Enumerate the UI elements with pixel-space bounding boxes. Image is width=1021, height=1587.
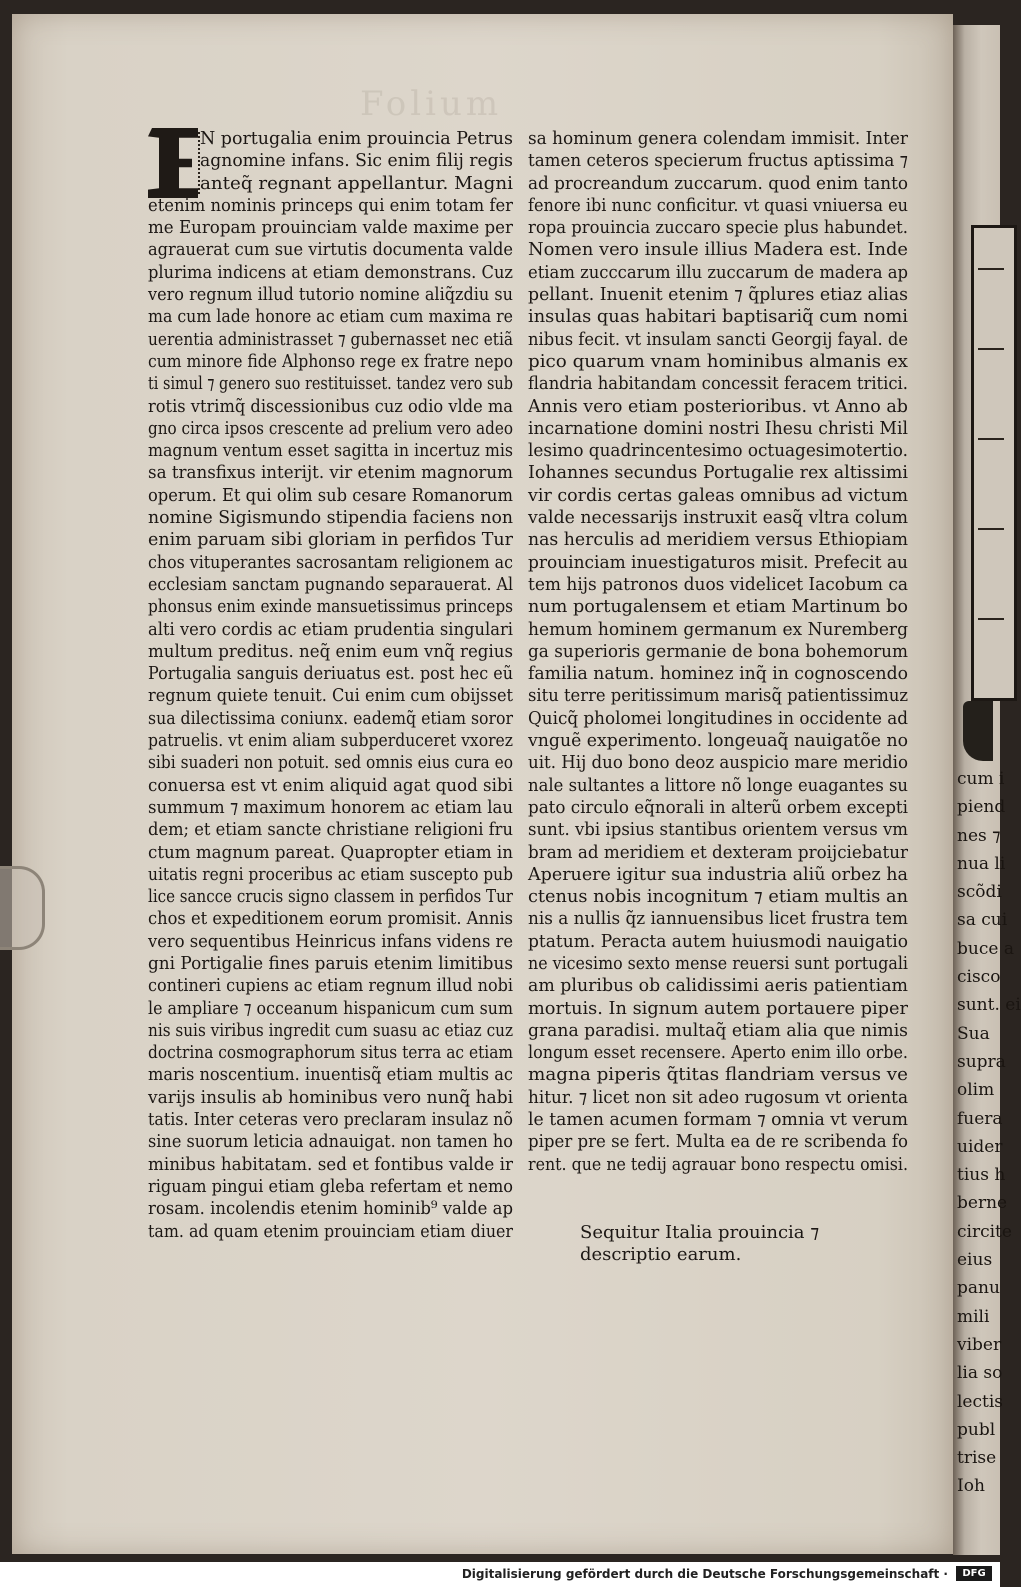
facing-page-line: piend xyxy=(957,797,1006,818)
text-line: longum esset recensere. Aperto enim illo orbe. xyxy=(528,1042,908,1064)
text-line: mortuis. In signum autem portauere piper xyxy=(528,997,908,1019)
text-line: incarnatione domini nostri Ihesu christi Mil xyxy=(528,417,908,439)
text-line: vir cordis certas galeas omnibus ad victum xyxy=(528,484,908,506)
text-line: patruelis. vt enim aliam subperduceret vxorez xyxy=(148,730,513,752)
left-text-column xyxy=(148,128,513,1243)
facing-page-line: panu xyxy=(957,1278,1000,1299)
text-line: regnum quiete tenuit. Cui enim cum obijsset xyxy=(148,685,513,707)
facing-page-line: cum i xyxy=(957,769,1005,789)
text-line: bram ad meridiem et dexteram proijciebatur xyxy=(528,841,908,863)
text-line: lice sancce crucis signo classem in perfidos Tur xyxy=(148,886,513,908)
text-line: nomine Sigismundo stipendia faciens non xyxy=(148,507,513,529)
text-line: chos et expeditionem eorum promisit. Annis xyxy=(148,908,513,930)
text-line: dem; et etiam sancte christiane religioni fru xyxy=(148,819,513,841)
text-line: ropa prouincia zuccaro specie plus habundet. xyxy=(528,217,908,239)
text-line: le ampliare ⁊ occeanum hispanicum cum sum xyxy=(148,997,513,1019)
facing-page-line: buce a xyxy=(957,938,1014,959)
woodcut-illustration-fragment xyxy=(971,225,1017,701)
text-line: sua dilectissima coniunx. eademq̃ etiam soror xyxy=(148,707,513,729)
text-line: maris noscentium. inuentisq̃ etiam multis ac xyxy=(148,1064,513,1086)
facing-page-line: uider xyxy=(957,1136,1003,1157)
text-line: uerentia administrasset ⁊ gubernasset nec etiã xyxy=(148,328,513,350)
text-line: Aperuere igitur sua industria aliũ orbez ha xyxy=(528,863,908,885)
text-line: minibus habitatam. sed et fontibus valde ir xyxy=(148,1153,513,1175)
facing-page-line: publ xyxy=(957,1419,996,1440)
text-line: operum. Et qui olim sub cesare Romanorum xyxy=(148,484,513,506)
text-line: sibi suaderi non potuit. sed omnis eius cura eo xyxy=(148,752,513,774)
text-line: etiam zucccarum illu zuccarum de madera ap xyxy=(528,261,908,283)
facing-page-line: supra xyxy=(957,1051,1006,1072)
facing-page-line: olim xyxy=(957,1080,995,1101)
text-line: vero sequentibus Heinricus infans videns re xyxy=(148,930,513,952)
text-line: sunt. vbi ipsius stantibus orientem versus vm xyxy=(528,819,908,841)
text-line: num portugalensem et etiam Martinum bo xyxy=(528,596,908,618)
text-line: enim paruam sibi gloriam in perfidos Tur xyxy=(148,529,513,551)
text-line: ga superioris germanie de bona bohemorum xyxy=(528,640,908,662)
text-line: me Europam prouinciam valde maxime per xyxy=(148,217,513,239)
text-line: ne vicesimo sexto mense reuersi sunt portugali xyxy=(528,952,908,974)
show-through-heading: Folium xyxy=(360,84,503,124)
text-line: vnguẽ experimento. longeuaq̃ nauigatõe no xyxy=(528,730,908,752)
text-line: plurima indicens at etiam demonstrans. Cuz xyxy=(148,261,513,283)
facing-page-line: fuera xyxy=(957,1108,1003,1129)
facing-page-edge xyxy=(953,25,1021,1555)
text-line: familia natum. hominez inq̃ in cognoscendo xyxy=(528,663,908,685)
text-line: Quicq̃ pholomei longitudines in occidente ad xyxy=(528,707,908,729)
facing-page-line: circite xyxy=(957,1221,1012,1242)
funding-credit: Digitalisierung gefördert durch die Deutsche Forschungsgemeinschaft · xyxy=(461,1567,948,1581)
text-line: multum preditus. neq̃ enim eum vnq̃ regius xyxy=(148,640,513,662)
text-line: insulas quas habitari baptisariq̃ cum nomi xyxy=(528,306,908,328)
text-line: sa transfixus interijt. vir etenim magnorum xyxy=(148,462,513,484)
text-line: Iohannes secundus Portugalie rex altissimi xyxy=(528,462,908,484)
text-line: nas herculis ad meridiem versus Ethiopiam xyxy=(528,529,908,551)
text-line: nis suis viribus ingredit cum suasu ac etiaz cuz xyxy=(148,1019,513,1041)
facing-page-line: mili xyxy=(957,1306,990,1327)
facing-page-line: sunt. ei xyxy=(957,995,1021,1016)
facing-page-line: trise xyxy=(957,1448,997,1469)
sequitur-heading xyxy=(580,1222,819,1267)
facing-page-line: tius h xyxy=(957,1165,1006,1186)
text-line: conuersa est vt enim aliquid agat quod sibi xyxy=(148,774,513,796)
facing-page-line: lectis xyxy=(957,1391,1004,1412)
text-line: hemum hominem germanum ex Nuremberg xyxy=(528,618,908,640)
text-line: agnomine infans. Sic enim filij regis xyxy=(200,150,513,172)
text-line: N portugalia enim prouincia Petrus xyxy=(200,128,513,149)
text-line: hitur. ⁊ licet non sit adeo rugosum vt orienta xyxy=(528,1086,908,1108)
text-line: ti simul ⁊ genero suo restituisset. tandez vero sub xyxy=(148,373,513,395)
text-line: contineri cupiens ac etiam regnum illud nobi xyxy=(148,975,513,997)
facing-page-line: cisco xyxy=(957,967,1001,988)
text-line: riguam pingui etiam gleba refertam et nemo xyxy=(148,1175,513,1197)
facing-page-line: eius xyxy=(957,1250,993,1271)
text-line: grana paradisi. multaq̃ etiam alia que nimis xyxy=(528,1019,908,1041)
facing-page-line: berne xyxy=(957,1193,1008,1214)
facing-page-line: viber xyxy=(957,1334,1002,1355)
sequitur-line-2: descriptio earum. xyxy=(580,1244,742,1266)
text-line: phonsus enim exinde mansuetissimus princeps xyxy=(148,596,513,618)
text-line: anteq̃ regnant appellantur. Magni xyxy=(200,172,513,194)
text-line: agrauerat cum sue virtutis documenta valde xyxy=(148,239,513,261)
text-line: le tamen acumen formam ⁊ omnia vt verum xyxy=(528,1109,908,1131)
text-line: rosam. incolendis etenim hominib⁹ valde ap xyxy=(148,1198,513,1220)
text-line: Portugalia sanguis deriuatus est. post hec eũ xyxy=(148,663,513,685)
text-line: magnum ventum esset sagitta in incertuz mis xyxy=(148,440,513,462)
text-line: rent. que ne tedij agrauar bono respectu omisi. xyxy=(528,1153,908,1175)
text-line: piper pre se fert. Multa ea de re scribenda fo xyxy=(528,1131,908,1153)
text-line: ctum magnum pareat. Quapropter etiam in xyxy=(148,841,513,863)
text-line: varijs insulis ab hominibus vero nunq̃ habi xyxy=(148,1086,513,1108)
text-line: uit. Hij duo bono deoz auspicio mare meridio xyxy=(528,752,908,774)
text-line: chos vituperantes sacrosantam religionem ac xyxy=(148,551,513,573)
text-line: am pluribus ob calidissimi aeris patientiam xyxy=(528,975,908,997)
dfg-logo: DFG xyxy=(956,1566,992,1581)
text-line: sa hominum genera colendam immisit. Inter xyxy=(528,128,908,149)
text-line: situ terre peritissimum marisq̃ patientissimuz xyxy=(528,685,908,707)
text-line: ctenus nobis incognitum ⁊ etiam multis an xyxy=(528,886,908,908)
text-line: ptatum. Peracta autem huiusmodi nauigatio xyxy=(528,930,908,952)
text-line: nis a nullis q̃z iannuensibus licet frustra tem xyxy=(528,908,908,930)
text-line: cum minore fide Alphonso rege ex fratre nepo xyxy=(148,350,513,372)
book-clasp xyxy=(0,866,45,950)
facing-page-text-fragments xyxy=(957,765,1021,1501)
text-line: Nomen vero insule illius Madera est. Inde xyxy=(528,239,908,261)
text-line: fenore ibi nunc conficitur. vt quasi vniuersa eu xyxy=(528,194,908,216)
sequitur-line-1: Sequitur Italia prouincia ⁊ xyxy=(580,1222,820,1243)
text-line: ecclesiam sanctam pugnando separauerat. Al xyxy=(148,573,513,595)
text-line: valde necessarijs instruxit easq̃ vltra colum xyxy=(528,507,908,529)
right-text-column xyxy=(528,128,908,1176)
text-line: tam. ad quam etenim prouinciam etiam diuer xyxy=(148,1220,513,1242)
text-line: summum ⁊ maximum honorem ac etiam lau xyxy=(148,796,513,818)
facing-page-line: lia so xyxy=(957,1363,1003,1384)
text-line: gni Portigalie fines paruis etenim limitibus xyxy=(148,952,513,974)
text-line: vero regnum illud tutorio nomine aliq̃zdiu su xyxy=(148,284,513,306)
text-line: lesimo quadrincentesimo octuagesimotertio. xyxy=(528,440,908,462)
facing-page-line: nes ⁊ xyxy=(957,825,1001,846)
text-line: doctrina cosmographorum situs terra ac etiam xyxy=(148,1042,513,1064)
text-line: flandria habitandam concessit feracem tritici. xyxy=(528,373,908,395)
text-line: sine suorum leticia adnauigat. non tamen ho xyxy=(148,1131,513,1153)
facing-page-line: scõdi xyxy=(957,882,1002,903)
text-line: gno circa ipsos crescente ad prelium vero adeo xyxy=(148,417,513,439)
facing-page-line: nua li xyxy=(957,853,1006,874)
text-line: pellant. Inuenit etenim ⁊ q̃plures etiaz alias xyxy=(528,284,908,306)
facing-page-line: sa cui xyxy=(957,910,1008,931)
text-line: nale sultantes a littore nõ longe euagantes su xyxy=(528,774,908,796)
text-line: magna piperis q̃titas flandriam versus ve xyxy=(528,1064,908,1086)
text-line: ma cum lade honore ac etiam cum maxima re xyxy=(148,306,513,328)
text-line: pato circulo eq̃norali in alterũ orbem excepti xyxy=(528,796,908,818)
text-line: rotis vtrimq̃ discessionibus cuz odio vlde ma xyxy=(148,395,513,417)
text-line: pico quarum vnam hominibus almanis ex xyxy=(528,350,908,372)
text-line: tamen ceteros specierum fructus aptissima ⁊ xyxy=(528,150,908,172)
text-line: alti vero cordis ac etiam prudentia singulari xyxy=(148,618,513,640)
text-line: etenim nominis princeps qui enim totam fer xyxy=(148,194,513,216)
facing-page-line: Ioh xyxy=(957,1476,985,1497)
text-line: ad procreandum zuccarum. quod enim tanto xyxy=(528,172,908,194)
text-line: Annis vero etiam posterioribus. vt Anno ab xyxy=(528,395,908,417)
facing-page-line: Sua xyxy=(957,1023,990,1044)
text-line: tatis. Inter ceteras vero preclaram insulaz nõ xyxy=(148,1109,513,1131)
text-line: nibus fecit. vt insulam sancti Georgij fayal. de xyxy=(528,328,908,350)
text-line: prouinciam inuestigaturos misit. Prefecit au xyxy=(528,551,908,573)
text-line: uitatis regni proceribus ac etiam suscepto pub xyxy=(148,863,513,885)
text-line: tem hijs patronos duos videlicet Iacobum ca xyxy=(528,573,908,595)
facing-page-initial-fragment xyxy=(963,701,993,761)
